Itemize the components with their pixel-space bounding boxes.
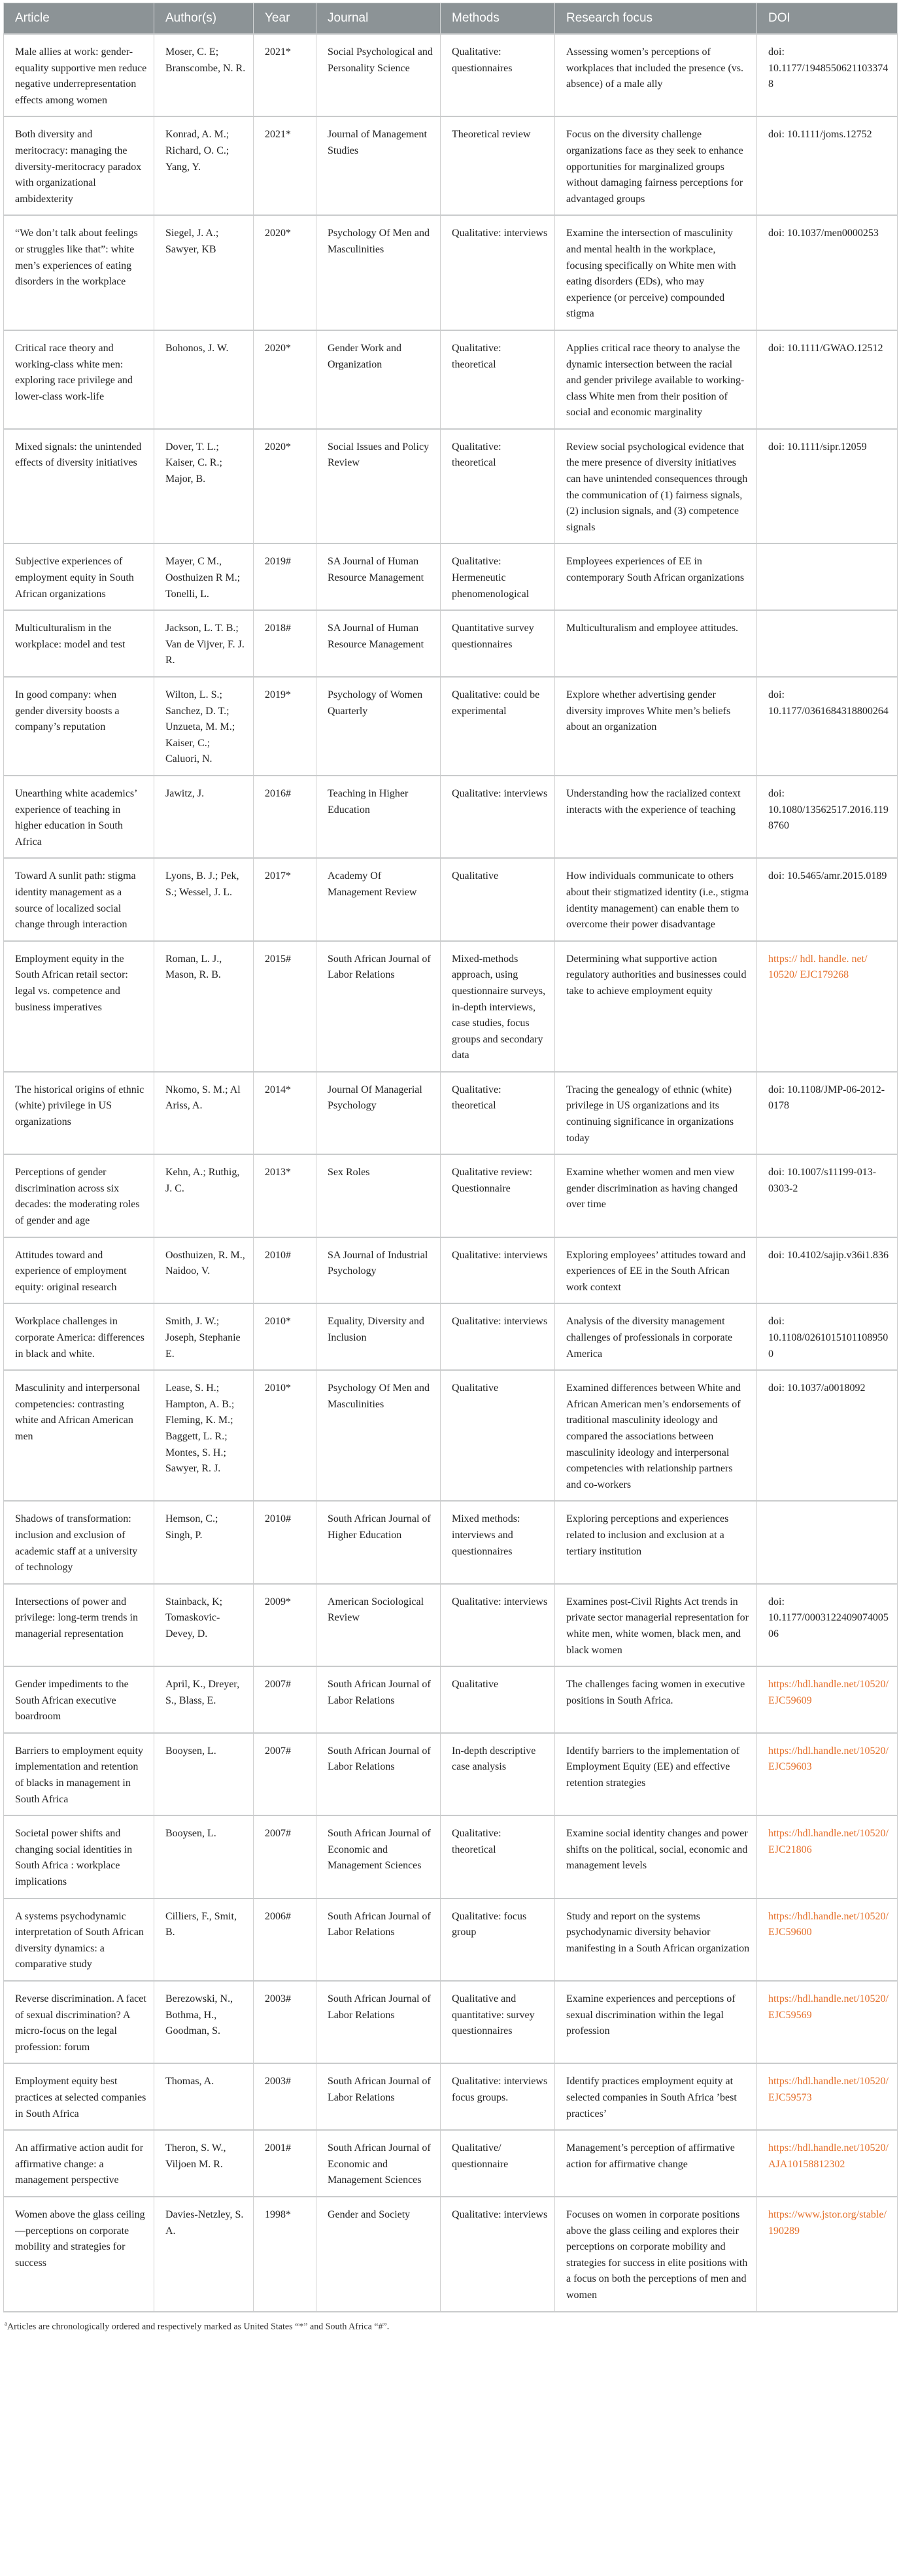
- table-header-row: [4, 3, 898, 35]
- journal-cell: Sex Roles: [316, 1154, 441, 1237]
- doi-cell: doi: 10.1111/GWAO.12512: [757, 330, 898, 429]
- methods-cell: Qualitative: interviews: [441, 215, 555, 330]
- header-article: Article: [4, 3, 154, 35]
- methods-cell: Qualitative: interviews: [441, 2197, 555, 2312]
- footnote-text: Articles are chronologically ordered and respectively marked as United States “*” and South Africa “#”.: [7, 2322, 390, 2332]
- doi-cell: doi: 10.1111/sipr.12059: [757, 429, 898, 544]
- doi-cell: doi: 10.1177/000312240907400506: [757, 1584, 898, 1666]
- table-row: [4, 1981, 898, 2063]
- doi-cell: doi: 10.1108/JMP-06-2012-0178: [757, 1072, 898, 1154]
- methods-cell: Qualitative: theoretical: [441, 1072, 555, 1154]
- year-cell: 2021*: [254, 34, 316, 116]
- year-cell: 2003#: [254, 2063, 316, 2130]
- methods-cell: Qualitative: theoretical: [441, 330, 555, 429]
- footnote-marker: a: [5, 2320, 7, 2327]
- header-year: Year: [254, 3, 316, 35]
- article-cell: Barriers to employment equity implementation and retention of blacks in management in South Africa: [4, 1733, 154, 1815]
- year-cell: 2020*: [254, 330, 316, 429]
- year-cell: 2007#: [254, 1666, 316, 1733]
- research-focus-cell: Identify practices employment equity at selected companies in South Africa ’best practices’: [555, 2063, 757, 2130]
- authors-cell: Stainback, K; Tomaskovic-Devey, D.: [154, 1584, 254, 1666]
- authors-cell: Wilton, L. S.; Sanchez, D. T.; Unzueta, M. M.; Kaiser, C.; Caluori, N.: [154, 677, 254, 776]
- journal-cell: SA Journal of Human Resource Management: [316, 610, 441, 677]
- article-cell: Perceptions of gender discrimination across six decades: the moderating roles of gender and age: [4, 1154, 154, 1237]
- authors-cell: Dover, T. L.; Kaiser, C. R.; Major, B.: [154, 429, 254, 544]
- year-cell: 2019#: [254, 543, 316, 610]
- table-row: [4, 858, 898, 940]
- methods-cell: Qualitative: interviews: [441, 1584, 555, 1666]
- year-cell: 2015#: [254, 941, 316, 1072]
- research-focus-cell: Examine social identity changes and power shifts on the political, social, economic and management levels: [555, 1815, 757, 1898]
- doi-cell: [757, 543, 898, 610]
- table-row: [4, 2063, 898, 2130]
- doi-cell: [757, 1898, 898, 1981]
- methods-cell: Qualitative: interviews: [441, 1237, 555, 1304]
- table-row: [4, 610, 898, 677]
- article-cell: Unearthing white academics’ experience of teaching in higher education in South Africa: [4, 776, 154, 858]
- research-focus-cell: Explore whether advertising gender diversity improves White men’s beliefs about an organization: [555, 677, 757, 776]
- table-row: [4, 1370, 898, 1501]
- methods-cell: Mixed methods: interviews and questionnaires: [441, 1501, 555, 1583]
- journal-cell: SA Journal of Human Resource Management: [316, 543, 441, 610]
- article-cell: Workplace challenges in corporate America: differences in black and white.: [4, 1303, 154, 1370]
- journal-cell: SA Journal of Industrial Psychology: [316, 1237, 441, 1304]
- table-row: [4, 1666, 898, 1733]
- year-cell: 2007#: [254, 1815, 316, 1898]
- research-focus-cell: Assessing women’s perceptions of workplaces that included the presence (vs. absence) of a male ally: [555, 34, 757, 116]
- header-journal: Journal: [316, 3, 441, 35]
- journal-cell: Social Issues and Policy Review: [316, 429, 441, 544]
- authors-cell: Hemson, C.; Singh, P.: [154, 1501, 254, 1583]
- journal-cell: Academy Of Management Review: [316, 858, 441, 940]
- doi-link[interactable]: https://hdl.handle.net/10520/EJC21806: [768, 1828, 889, 1855]
- journal-cell: South African Journal of Labor Relations: [316, 2063, 441, 2130]
- journal-cell: South African Journal of Higher Education: [316, 1501, 441, 1583]
- table-footnote: [3, 2312, 897, 2333]
- table-row: [4, 1303, 898, 1370]
- methods-cell: In-depth descriptive case analysis: [441, 1733, 555, 1815]
- methods-cell: Qualitative: theoretical: [441, 429, 555, 544]
- methods-cell: Qualitative and quantitative: survey questionnaires: [441, 1981, 555, 2063]
- doi-cell: doi: 10.1177/0361684318800264: [757, 677, 898, 776]
- methods-cell: Qualitative: [441, 1370, 555, 1501]
- journal-cell: South African Journal of Labor Relations: [316, 1666, 441, 1733]
- table-row: [4, 429, 898, 544]
- doi-cell: [757, 2063, 898, 2130]
- methods-cell: Qualitative: questionnaires: [441, 34, 555, 116]
- journal-cell: Gender Work and Organization: [316, 330, 441, 429]
- header-research-focus: Research focus: [555, 3, 757, 35]
- doi-link[interactable]: https://www.jstor.org/stable/190289: [768, 2208, 887, 2237]
- doi-cell: [757, 1733, 898, 1815]
- methods-cell: Qualitative: interviews: [441, 776, 555, 858]
- table-row: [4, 116, 898, 215]
- table-row: [4, 1733, 898, 1815]
- authors-cell: Nkomo, S. M.; Al Ariss, A.: [154, 1072, 254, 1154]
- table-row: [4, 1501, 898, 1583]
- table-row: [4, 1237, 898, 1304]
- methods-cell: Mixed-methods approach, using questionnaire surveys, in-depth interviews, case studies, focus groups and secondary data: [441, 941, 555, 1072]
- authors-cell: Roman, L. J., Mason, R. B.: [154, 941, 254, 1072]
- methods-cell: Qualitative: interviews: [441, 1303, 555, 1370]
- year-cell: 2018#: [254, 610, 316, 677]
- article-cell: “We don’t talk about feelings or struggles like that”: white men’s experiences of eating disorders in the workplace: [4, 215, 154, 330]
- year-cell: 2010*: [254, 1370, 316, 1501]
- doi-cell: [757, 941, 898, 1072]
- year-cell: 2021*: [254, 116, 316, 215]
- doi-cell: doi: 10.1080/13562517.2016.1198760: [757, 776, 898, 858]
- literature-table: [3, 3, 898, 2312]
- article-cell: Toward A sunlit path: stigma identity management as a source of localized social change through interaction: [4, 858, 154, 940]
- table-row: [4, 1154, 898, 1237]
- research-focus-cell: Examine experiences and perceptions of sexual discrimination within the legal profession: [555, 1981, 757, 2063]
- header-doi: DOI: [757, 3, 898, 35]
- authors-cell: Berezowski, N., Bothma, H., Goodman, S.: [154, 1981, 254, 2063]
- doi-cell: doi: 10.1037/men0000253: [757, 215, 898, 330]
- doi-cell: [757, 1981, 898, 2063]
- doi-link[interactable]: https://hdl.handle.net/10520/EJC59609: [768, 1679, 889, 1706]
- research-focus-cell: Focus on the diversity challenge organizations face as they seek to enhance opportunities for marginalized groups without damaging fairness perceptions for advantaged groups: [555, 116, 757, 215]
- table-row: [4, 1815, 898, 1898]
- research-focus-cell: How individuals communicate to others about their stigmatized identity (i.e., stigma identity management) can enable them to overcome their power disadvantage: [555, 858, 757, 940]
- research-focus-cell: Management’s perception of affirmative action for affirmative change: [555, 2130, 757, 2197]
- article-cell: In good company: when gender diversity boosts a company’s reputation: [4, 677, 154, 776]
- article-cell: Male allies at work: gender-equality supportive men reduce negative underrepresentation effects among women: [4, 34, 154, 116]
- article-cell: Reverse discrimination. A facet of sexual discrimination? A micro-focus on the legal profession: forum: [4, 1981, 154, 2063]
- authors-cell: Booysen, L.: [154, 1815, 254, 1898]
- year-cell: 2020*: [254, 215, 316, 330]
- table-row: [4, 2197, 898, 2312]
- article-cell: Gender impediments to the South African executive boardroom: [4, 1666, 154, 1733]
- authors-cell: Lease, S. H.; Hampton, A. B.; Fleming, K. M.; Baggett, L. R.; Montes, S. H.; Sawyer, R. J.: [154, 1370, 254, 1501]
- authors-cell: April, K., Dreyer, S., Blass, E.: [154, 1666, 254, 1733]
- year-cell: 2020*: [254, 429, 316, 544]
- article-cell: Women above the glass ceiling—perceptions on corporate mobility and strategies for success: [4, 2197, 154, 2312]
- doi-cell: [757, 2130, 898, 2197]
- research-focus-cell: Understanding how the racialized context interacts with the experience of teaching: [555, 776, 757, 858]
- doi-cell: [757, 2197, 898, 2312]
- authors-cell: Moser, C. E; Branscombe, N. R.: [154, 34, 254, 116]
- research-focus-cell: Examines post-Civil Rights Act trends in private sector managerial representation for white men, white women, black men, and black women: [555, 1584, 757, 1666]
- journal-cell: Gender and Society: [316, 2197, 441, 2312]
- authors-cell: Jackson, L. T. B.; Van de Vijver, F. J. R.: [154, 610, 254, 677]
- journal-cell: South African Journal of Economic and Management Sciences: [316, 2130, 441, 2197]
- doi-link[interactable]: https://hdl.handle.net/10520/EJC59603: [768, 1745, 889, 1773]
- research-focus-cell: The challenges facing women in executive positions in South Africa.: [555, 1666, 757, 1733]
- year-cell: 2010#: [254, 1501, 316, 1583]
- table-row: [4, 677, 898, 776]
- article-cell: Intersections of power and privilege: long-term trends in managerial representation: [4, 1584, 154, 1666]
- article-cell: Attitudes toward and experience of employment equity: original research: [4, 1237, 154, 1304]
- table-row: [4, 2130, 898, 2197]
- journal-cell: American Sociological Review: [316, 1584, 441, 1666]
- year-cell: 2009*: [254, 1584, 316, 1666]
- year-cell: 2010*: [254, 1303, 316, 1370]
- table-body: [4, 34, 898, 2312]
- year-cell: 2017*: [254, 858, 316, 940]
- authors-cell: Siegel, J. A.; Sawyer, KB: [154, 215, 254, 330]
- journal-cell: South African Journal of Economic and Management Sciences: [316, 1815, 441, 1898]
- research-focus-cell: Examined differences between White and African American men’s endorsements of traditional masculinity ideology and compared the associations between masculinity ideology and interpersonal competencies with relationship partners and co-workers: [555, 1370, 757, 1501]
- research-focus-cell: Tracing the genealogy of ethnic (white) privilege in US organizations and its continuing significance in organizations today: [555, 1072, 757, 1154]
- doi-cell: doi: 10.1177/19485506211033748: [757, 34, 898, 116]
- authors-cell: Booysen, L.: [154, 1733, 254, 1815]
- authors-cell: Davies-Netzley, S. A.: [154, 2197, 254, 2312]
- doi-cell: [757, 1666, 898, 1733]
- methods-cell: Qualitative review: Questionnaire: [441, 1154, 555, 1237]
- research-focus-cell: Review social psychological evidence that the mere presence of diversity initiatives can have unintended consequences through the communication of (1) fairness signals, (2) inclusion signals, and (3) competence signals: [555, 429, 757, 544]
- table-row: [4, 1584, 898, 1666]
- journal-cell: Equality, Diversity and Inclusion: [316, 1303, 441, 1370]
- year-cell: 2019*: [254, 677, 316, 776]
- journal-cell: Journal Of Managerial Psychology: [316, 1072, 441, 1154]
- table-row: [4, 1072, 898, 1154]
- doi-cell: doi: 10.1037/a0018092: [757, 1370, 898, 1501]
- authors-cell: Mayer, C M., Oosthuizen R M.; Tonelli, L.: [154, 543, 254, 610]
- year-cell: 2016#: [254, 776, 316, 858]
- research-focus-cell: Identify barriers to the implementation of Employment Equity (EE) and effective retention strategies: [555, 1733, 757, 1815]
- year-cell: 1998*: [254, 2197, 316, 2312]
- table-row: [4, 543, 898, 610]
- authors-cell: Konrad, A. M.; Richard, O. C.; Yang, Y.: [154, 116, 254, 215]
- journal-cell: Social Psychological and Personality Science: [316, 34, 441, 116]
- year-cell: 2014*: [254, 1072, 316, 1154]
- journal-cell: South African Journal of Labor Relations: [316, 1981, 441, 2063]
- research-focus-cell: Exploring employees’ attitudes toward and experiences of EE in the South African work context: [555, 1237, 757, 1304]
- article-cell: Critical race theory and working-class white men: exploring race privilege and lower-class work-life: [4, 330, 154, 429]
- year-cell: 2003#: [254, 1981, 316, 2063]
- year-cell: 2010#: [254, 1237, 316, 1304]
- doi-cell: doi: 10.1111/joms.12752: [757, 116, 898, 215]
- table-row: [4, 34, 898, 116]
- methods-cell: Qualitative: [441, 1666, 555, 1733]
- journal-cell: South African Journal of Labor Relations: [316, 1733, 441, 1815]
- year-cell: 2001#: [254, 2130, 316, 2197]
- research-focus-cell: Exploring perceptions and experiences related to inclusion and exclusion at a tertiary institution: [555, 1501, 757, 1583]
- research-focus-cell: Applies critical race theory to analyse the dynamic intersection between the racial and gender privilege available to working-class White men from their position of social and economic marginality: [555, 330, 757, 429]
- authors-cell: Jawitz, J.: [154, 776, 254, 858]
- journal-cell: Psychology Of Men and Masculinities: [316, 1370, 441, 1501]
- authors-cell: Lyons, B. J.; Pek, S.; Wessel, J. L.: [154, 858, 254, 940]
- authors-cell: Theron, S. W., Viljoen M. R.: [154, 2130, 254, 2197]
- header-authors: Author(s): [154, 3, 254, 35]
- article-cell: Masculinity and interpersonal competencies: contrasting white and African American men: [4, 1370, 154, 1501]
- research-focus-cell: Focuses on women in corporate positions above the glass ceiling and explores their perceptions on corporate mobility and strategies for success in elite positions with a focus on both the perceptions of men and women: [555, 2197, 757, 2312]
- doi-link[interactable]: https://hdl.handle.net/10520/EJC59569: [768, 1993, 889, 2021]
- journal-cell: South African Journal of Labor Relations: [316, 941, 441, 1072]
- methods-cell: Qualitative/ questionnaire: [441, 2130, 555, 2197]
- methods-cell: Qualitative: interviews focus groups.: [441, 2063, 555, 2130]
- article-cell: Employment equity in the South African retail sector: legal vs. competence and business imperatives: [4, 941, 154, 1072]
- methods-cell: Qualitative: theoretical: [441, 1815, 555, 1898]
- doi-link[interactable]: https://hdl.handle.net/10520/AJA10158812302: [768, 2142, 889, 2170]
- doi-link[interactable]: https:// hdl. handle. net/ 10520/ EJC179268: [768, 953, 868, 981]
- article-cell: Subjective experiences of employment equity in South African organizations: [4, 543, 154, 610]
- doi-link[interactable]: https://hdl.handle.net/10520/EJC59600: [768, 1910, 889, 1938]
- table-row: [4, 941, 898, 1072]
- methods-cell: Qualitative: could be experimental: [441, 677, 555, 776]
- authors-cell: Thomas, A.: [154, 2063, 254, 2130]
- methods-cell: Theoretical review: [441, 116, 555, 215]
- doi-cell: [757, 1815, 898, 1898]
- doi-link[interactable]: https://hdl.handle.net/10520/EJC59573: [768, 2076, 889, 2103]
- authors-cell: Oosthuizen, R. M., Naidoo, V.: [154, 1237, 254, 1304]
- methods-cell: Quantitative survey questionnaires: [441, 610, 555, 677]
- article-cell: Employment equity best practices at selected companies in South Africa: [4, 2063, 154, 2130]
- authors-cell: Smith, J. W.; Joseph, Stephanie E.: [154, 1303, 254, 1370]
- header-methods: Methods: [441, 3, 555, 35]
- research-focus-cell: Analysis of the diversity management challenges of professionals in corporate America: [555, 1303, 757, 1370]
- research-focus-cell: Multiculturalism and employee attitudes.: [555, 610, 757, 677]
- table-row: [4, 1898, 898, 1981]
- year-cell: 2006#: [254, 1898, 316, 1981]
- methods-cell: Qualitative: focus group: [441, 1898, 555, 1981]
- article-cell: An affirmative action audit for affirmative change: a management perspective: [4, 2130, 154, 2197]
- article-cell: A systems psychodynamic interpretation of South African diversity dynamics: a comparative study: [4, 1898, 154, 1981]
- research-focus-cell: Study and report on the systems psychodynamic diversity behavior manifesting in a South African organization: [555, 1898, 757, 1981]
- journal-cell: Teaching in Higher Education: [316, 776, 441, 858]
- authors-cell: Kehn, A.; Ruthig, J. C.: [154, 1154, 254, 1237]
- methods-cell: Qualitative: Hermeneutic phenomenological: [441, 543, 555, 610]
- journal-cell: Psychology of Women Quarterly: [316, 677, 441, 776]
- table-row: [4, 776, 898, 858]
- article-cell: Both diversity and meritocracy: managing the diversity-meritocracy paradox with organizational ambidexterity: [4, 116, 154, 215]
- research-focus-cell: Determining what supportive action regulatory authorities and businesses could take to achieve employment equity: [555, 941, 757, 1072]
- doi-cell: doi: 10.4102/sajip.v36i1.836: [757, 1237, 898, 1304]
- article-cell: The historical origins of ethnic (white) privilege in US organizations: [4, 1072, 154, 1154]
- doi-cell: doi: 10.1007/s11199-013-0303-2: [757, 1154, 898, 1237]
- journal-cell: South African Journal of Labor Relations: [316, 1898, 441, 1981]
- doi-cell: doi: 10.5465/amr.2015.0189: [757, 858, 898, 940]
- research-focus-cell: Employees experiences of EE in contemporary South African organizations: [555, 543, 757, 610]
- research-focus-cell: Examine the intersection of masculinity and mental health in the workplace, focusing specifically on White men with eating disorders (EDs), who may experience (or perceive) compounded stigma: [555, 215, 757, 330]
- authors-cell: Cilliers, F., Smit, B.: [154, 1898, 254, 1981]
- doi-cell: doi: 10.1108/02610151011089500: [757, 1303, 898, 1370]
- article-cell: Societal power shifts and changing social identities in South Africa : workplace implications: [4, 1815, 154, 1898]
- table-row: [4, 330, 898, 429]
- year-cell: 2013*: [254, 1154, 316, 1237]
- doi-cell: [757, 1501, 898, 1583]
- article-cell: Multiculturalism in the workplace: model and test: [4, 610, 154, 677]
- journal-cell: Journal of Management Studies: [316, 116, 441, 215]
- methods-cell: Qualitative: [441, 858, 555, 940]
- journal-cell: Psychology Of Men and Masculinities: [316, 215, 441, 330]
- article-cell: Shadows of transformation: inclusion and exclusion of academic staff at a university of technology: [4, 1501, 154, 1583]
- table-row: [4, 215, 898, 330]
- authors-cell: Bohonos, J. W.: [154, 330, 254, 429]
- doi-cell: [757, 610, 898, 677]
- research-focus-cell: Examine whether women and men view gender discrimination as having changed over time: [555, 1154, 757, 1237]
- year-cell: 2007#: [254, 1733, 316, 1815]
- article-cell: Mixed signals: the unintended effects of diversity initiatives: [4, 429, 154, 544]
